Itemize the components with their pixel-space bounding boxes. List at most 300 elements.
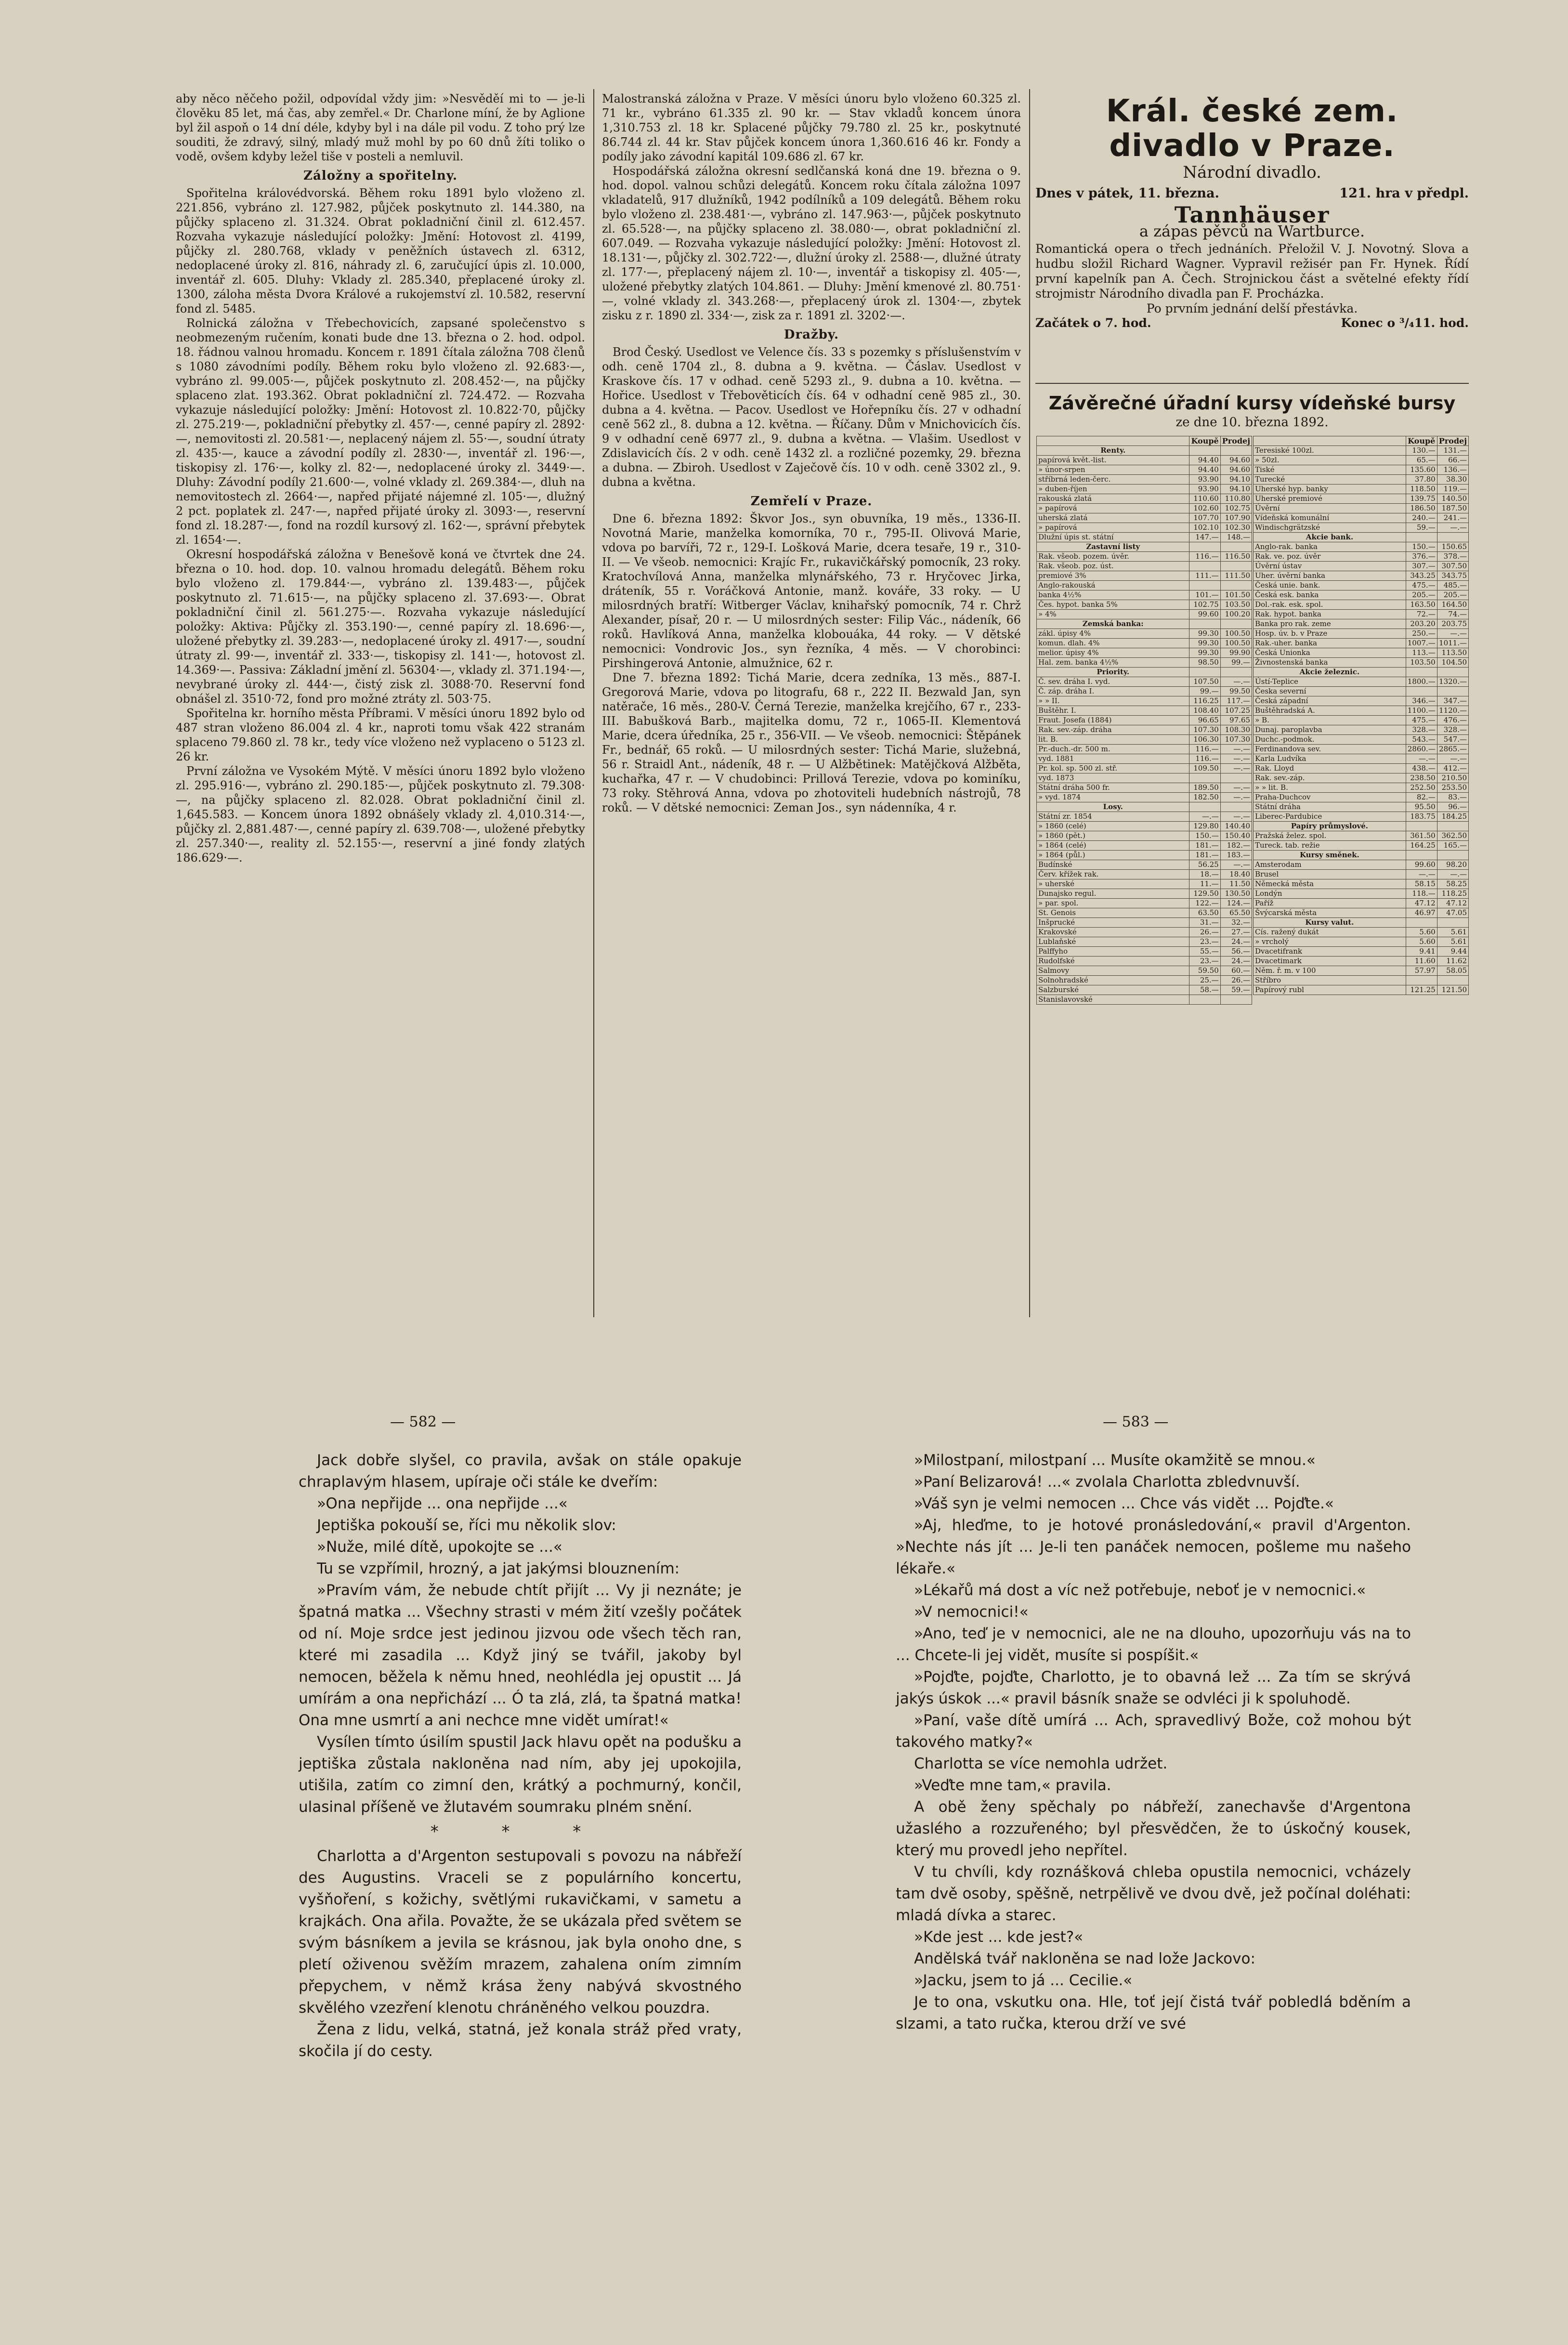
- buy-price: 99.30: [1189, 639, 1220, 648]
- buy-price: 130.—: [1406, 446, 1437, 456]
- bourse-table-right: [1253, 436, 1469, 995]
- buy-price: 58.15: [1406, 879, 1437, 889]
- buy-price: 307.—: [1406, 562, 1437, 571]
- intro-text: aby něco něčeho požil, odpovídal vždy jim: »Nesvěděí mi to — je-li člověku 85 let, má čas, aby zemřel.« Dr. Charlone míní, že by Aglione byl žil aspoň o 14 dní déle, kdyby byl i na dále pil vodu. Z toho prý lze souditi, že zdravý, silný, mladý muž mohl by po 60 dnů žíti toliko o vodě, ovšem kdyby ležel tiše v posteli a nemluvil.: [176, 92, 585, 163]
- sell-price: —.—: [1220, 754, 1252, 764]
- theatre-notice: [1035, 94, 1469, 330]
- security-name: vyd. 1873: [1037, 773, 1189, 783]
- sell-price: 11.50: [1220, 879, 1252, 889]
- section-divider: [1035, 383, 1469, 384]
- bourse-row: [1254, 831, 1469, 841]
- bourse-section-heading: Renty.: [1037, 446, 1189, 456]
- bourse-row: [1254, 639, 1469, 648]
- buy-price: 102.60: [1189, 504, 1220, 513]
- novel-paragraph: »Jacku, jsem to já ... Cecilie.«: [914, 1972, 1133, 1989]
- buy-price: 113.—: [1406, 648, 1437, 658]
- sell-price: 97.65: [1220, 716, 1252, 725]
- bourse-row: [1254, 523, 1469, 533]
- bourse-row: [1037, 465, 1252, 475]
- buy-price: [1406, 533, 1437, 542]
- bourse-row: [1254, 947, 1469, 956]
- novel-paragraph: Vysílen tímto úsilím spustil Jack hlavu opět na podušku a jeptiška zůstala nakloněna nad ním, aby jej upokojila, utišila, zatím co zimní den, krátký a pochmurný, končil, ulasinal příšeně ve žlutavém soumraku plném snění.: [299, 1733, 742, 1816]
- buy-price: [1189, 446, 1220, 456]
- buy-price: 94.40: [1189, 465, 1220, 475]
- sell-price: 164.50: [1437, 600, 1468, 610]
- buy-price: 82.—: [1406, 793, 1437, 802]
- security-name: » 1864 (půl.): [1037, 851, 1189, 860]
- security-name: Ústí-Teplice: [1254, 677, 1406, 687]
- buy-price: 59.50: [1189, 966, 1220, 976]
- sell-price: 26.—: [1220, 976, 1252, 985]
- sell-price: [1220, 542, 1252, 552]
- bourse-row: [1254, 793, 1469, 802]
- sell-price: 1011.—: [1437, 639, 1468, 648]
- bourse-section-heading: Akcie bank.: [1254, 533, 1406, 542]
- security-name: Rak. Lloyd: [1254, 764, 1406, 773]
- buy-price: 11.—: [1189, 879, 1220, 889]
- bourse-row: [1254, 485, 1469, 494]
- novel-paragraph: Žena z lidu, velká, statná, jež konala stráž před vraty, skočila jí do cesty.: [299, 2021, 742, 2060]
- bourse-row: [1254, 513, 1469, 523]
- buy-price: 116.—: [1189, 754, 1220, 764]
- bourse-section-heading: Papíry průmyslové.: [1254, 822, 1406, 831]
- sell-price: 1120.—: [1437, 706, 1468, 716]
- buy-price: 107.30: [1189, 725, 1220, 735]
- buy-price: 72.—: [1406, 610, 1437, 619]
- bourse-row: [1037, 542, 1252, 552]
- bourse-title: Závěrečné úřadní kursy vídeňské bursy: [1048, 393, 1456, 414]
- buy-price: 26.—: [1189, 928, 1220, 937]
- savings-report: Rolnická záložna v Třebechovicích, zapsané společenstvo s neobmezeným ručením, konati bude dne 13. března o 2. hod. odpol. 18. řádnou valnou hromadu. Koncem r. 1891 čítala záložna 708 členů s 1080 závodními podíly. Během roku bylo vloženo zl. 92.683·—, vybráno zl. 99.005·—, půjček poskytnuto zl. 208.452·—, na půjčky splaceno zlat. 193.362. Obrat pokladniční zl. 724.472. — Rozvaha vykazuje následující položky: Jmění: Hotovost zl. 10.822·70, půjčky zl. 275.219·—, pokladniční přebytky zl. 457·—, cenné papíry zl. 2892·—, nemovitosti zl. 20.581·—, neplacený nájem zl. 55·—, soudní útraty zl. 435·—, kauce a závodní podíly zl. 2830·—, inventář zl. 196·—, tiskopisy zl. 176·—, kolky zl. 82·—, nedoplacené úroky zl. 3449·—. Dluhy: Závodní podíly 21.600·—, volné vklady zl. 269.384·—, dluh na nemovitostech zl. 2664·—, napřed přijaté nájemné zl. 105·—, dlužný 2 pct. poplatek zl. 247·—, napřed přijaté úroky zl. 3093·—, reservní fond zl. 18.287·—, fond na rozdíl kursový zl. 162·—, správní přebytek zl. 1654·—.: [176, 316, 585, 547]
- novel-paragraph: Jeptiška pokouší se, říci mu několik slov:: [317, 1517, 616, 1534]
- bourse-row: [1254, 745, 1469, 754]
- buy-price: 118.—: [1406, 889, 1437, 899]
- sell-price: 100.50: [1220, 639, 1252, 648]
- buy-price: 475.—: [1406, 581, 1437, 590]
- bourse-row: [1254, 504, 1469, 513]
- buy-price: 1007.—: [1406, 639, 1437, 648]
- sell-price: 18.40: [1220, 870, 1252, 879]
- bourse-section-heading: Kursy směnek.: [1254, 851, 1406, 860]
- bourse-row: [1254, 494, 1469, 504]
- bourse-row: [1037, 581, 1252, 590]
- buy-price: 96.65: [1189, 716, 1220, 725]
- buy-price: [1406, 918, 1437, 928]
- sell-price: 27.—: [1220, 928, 1252, 937]
- security-name: Salmovy: [1037, 966, 1189, 976]
- security-name: Inšprucké: [1037, 918, 1189, 928]
- sell-price: 117.—: [1220, 696, 1252, 706]
- buy-price: 99.60: [1406, 860, 1437, 870]
- bourse-row: [1037, 812, 1252, 822]
- buy-price: 252.50: [1406, 783, 1437, 793]
- security-name: premiové 3%: [1037, 571, 1189, 581]
- bourse-row: [1037, 773, 1252, 783]
- sell-price: —.—: [1437, 870, 1468, 879]
- buy-price: 37.80: [1406, 475, 1437, 485]
- buy-price: 106.30: [1189, 735, 1220, 745]
- bourse-row: [1037, 841, 1252, 851]
- bourse-row: [1037, 870, 1252, 879]
- bourse-row: [1037, 610, 1252, 619]
- sell-price: [1437, 976, 1468, 985]
- security-name: Státní dráha 500 fr.: [1037, 783, 1189, 793]
- bourse-row: [1254, 696, 1469, 706]
- sell-price: 241.—: [1437, 513, 1468, 523]
- play-start: Začátek o 7. hod.: [1035, 316, 1151, 330]
- security-name: Uherské hyp. banky: [1254, 485, 1406, 494]
- bourse-row: [1254, 879, 1469, 889]
- bourse-row: [1254, 918, 1469, 928]
- play-subtitle: a zápas pěvců na Wartburce.: [1139, 222, 1365, 240]
- buy-price: 189.50: [1189, 783, 1220, 793]
- security-name: » » II.: [1037, 696, 1189, 706]
- bourse-row: [1254, 966, 1469, 976]
- buy-price: 109.50: [1189, 764, 1220, 773]
- buy-price: —.—: [1406, 870, 1437, 879]
- sell-price: [1220, 581, 1252, 590]
- buy-price: [1406, 851, 1437, 860]
- security-name: » únor-srpen: [1037, 465, 1189, 475]
- buy-price: 65.—: [1406, 456, 1437, 465]
- buy-price: 93.90: [1189, 485, 1220, 494]
- security-name: Dvacetimark: [1254, 956, 1406, 966]
- novel-paragraph: »Lékařů má dost a víc než potřebuje, neboť je v nemocnici.«: [914, 1582, 1366, 1599]
- buy-price: 18.—: [1189, 870, 1220, 879]
- bourse-section-heading: Zastavní listy: [1037, 542, 1189, 552]
- bourse-row: [1254, 725, 1469, 735]
- sell-price: 210.50: [1437, 773, 1468, 783]
- security-name: Č. záp. dráha I.: [1037, 687, 1189, 696]
- sell-price: 124.—: [1220, 899, 1252, 908]
- sell-price: 5.61: [1437, 928, 1468, 937]
- sell-price: [1220, 802, 1252, 812]
- sell-price: 183.—: [1220, 851, 1252, 860]
- sell-price: 100.50: [1220, 629, 1252, 639]
- sell-price: 113.50: [1437, 648, 1468, 658]
- security-name: zákl. úpisy 4%: [1037, 629, 1189, 639]
- bourse-row: [1254, 629, 1469, 639]
- bourse-row: [1254, 687, 1469, 696]
- bourse-row: [1254, 610, 1469, 619]
- bourse-row: [1037, 513, 1252, 523]
- buy-price: [1189, 581, 1220, 590]
- buy-price: 116.—: [1189, 745, 1220, 754]
- buy-price: 23.—: [1189, 956, 1220, 966]
- novel-paragraph: »Váš syn je velmi nemocen ... Chce vás vidět ... Pojďte.«: [914, 1495, 1334, 1512]
- bourse-row: [1254, 899, 1469, 908]
- sell-price: [1220, 668, 1252, 677]
- bourse-row: [1254, 812, 1469, 822]
- buy-price: 46.97: [1406, 908, 1437, 918]
- bourse-row: [1037, 956, 1252, 966]
- bourse-row: [1037, 793, 1252, 802]
- novel-paragraph: Andělská tvář nakloněna se nad lože Jackovo:: [914, 1950, 1255, 1967]
- novel-paragraph: Charlotta a d'Argenton sestupovali s povozu na nábřeží des Augustins. Vraceli se z populárního koncertu, vyšňoření, s kožichy, světlými rukavičkami, v sametu a krajkách. Ona ařila. Považte, že se ukázala před světem se svým básníkem a jevila se krásnou, jak byla onoho dne, s pletí oživenou svěžím mrazem, zahalena oním zimním přepychem, v němž krása ženy nabývá skvostného skvělého vzezření klenotu chráněného velkou pouzdra.: [299, 1847, 742, 2017]
- bourse-row: [1037, 831, 1252, 841]
- buy-price: 129.50: [1189, 889, 1220, 899]
- buy-price: 11.60: [1406, 956, 1437, 966]
- buy-price: 346.—: [1406, 696, 1437, 706]
- bourse-section-heading: Losy.: [1037, 802, 1189, 812]
- bourse-row: [1037, 504, 1252, 513]
- novel-paragraph: »Pravím vám, že nebude chtít přijít ... Vy ji neznáte; je špatná matka ... Všechny strasti v mém žití vzešly počátek od ní. Moje srdce jest jedinou jizvou ode všech těch ran, které mi zasadila ... Když jiný se tvářil, jakoby byl nemocen, běžela k němu hned, neohlédla jej opustit ... Já umírám a ona nepřichází ... Ó ta zlá, zlá, ta špatná matka! Ona mne usmrtí a ani nechce mne vidět umírat!«: [299, 1582, 742, 1729]
- novel-paragraph: »Pojďte, pojďte, Charlotto, je to obavná lež ... Za tím se skrývá jakýs úskok ...« pravil básník snaže se odvléci ji k spoluhodě.: [896, 1668, 1411, 1707]
- security-name: rakouská zlatá: [1037, 494, 1189, 504]
- security-name: Teresiské 100zl.: [1254, 446, 1406, 456]
- bourse-row: [1037, 590, 1252, 600]
- sell-price: 98.20: [1437, 860, 1468, 870]
- buy-price: [1406, 687, 1437, 696]
- sell-price: 24.—: [1220, 937, 1252, 947]
- security-name: Úvěrní: [1254, 504, 1406, 513]
- security-name: Banka pro rak. zeme: [1254, 619, 1406, 629]
- buy-price: [1189, 802, 1220, 812]
- buy-price: 150.—: [1406, 542, 1437, 552]
- buy-price: 5.60: [1406, 928, 1437, 937]
- security-name: Tureck. tab. režie: [1254, 841, 1406, 851]
- sell-price: 5.61: [1437, 937, 1468, 947]
- security-name: Rak. sev.-záp.: [1254, 773, 1406, 783]
- security-name: Česka severní: [1254, 687, 1406, 696]
- security-name: stříbrná leden-čerc.: [1037, 475, 1189, 485]
- bourse-row: [1037, 783, 1252, 793]
- novel-page-right: [896, 1450, 1411, 2035]
- sell-price: 59.—: [1220, 985, 1252, 995]
- sell-price: 343.75: [1437, 571, 1468, 581]
- bourse-row: [1254, 860, 1469, 870]
- bourse-row: [1037, 571, 1252, 581]
- security-name: Čes. hypot. banka 5%: [1037, 600, 1189, 610]
- bourse-row: [1037, 725, 1252, 735]
- deaths-text: Dne 7. března 1892: Tichá Marie, dcera zedníka, 13 měs., 887-I. Gregorová Marie, vdova po litografu, 68 r., 222 II. Bezwald Jan, syn natěrače, 16 měs., 280-V. Černá Terezie, manželka krejčího, 67 r., 233-III. Babušková Barb., majitelka domu, 72 r., 1065-II. Klementová Marie, dcera úředníka, 25 r., 356-VII. — Ve všeob. nemocnici: Štěpánek Fr., bednář, 65 roků. — U milosrdných sester: Tichá Marie, služebná, 56 r. Straidl Ant., nádeník, 48 r. — U Alžbětinek: Matějčková Alžběta, kuchařka, 47 r. — V chudobinci: Prillová Terezie, vdova po kominíku, 73 roky. Stěhrová Anna, vdova po zhotoviteli hudebních nástrojů, 78 roků. — V dětské nemocnici: Zeman Jos., syn nádenníka, 4 r.: [602, 671, 1021, 814]
- bourse-row: [1254, 465, 1469, 475]
- sell-price: 96.—: [1437, 802, 1468, 812]
- bourse-row: [1254, 889, 1469, 899]
- buy-price: 118.50: [1406, 485, 1437, 494]
- buy-price: 94.40: [1189, 456, 1220, 465]
- novel-page-left: [299, 1450, 742, 2062]
- bourse-row: [1037, 745, 1252, 754]
- play-title: Tannhäuser: [1174, 202, 1330, 228]
- buy-price: 93.90: [1189, 475, 1220, 485]
- buy-price: 343.25: [1406, 571, 1437, 581]
- sell-price: 102.30: [1220, 523, 1252, 533]
- security-name: Rak. sev.-záp. dráha: [1037, 725, 1189, 735]
- novel-paragraph: Tu se vzpřímil, hrozný, a jat jakýmsi blouznením:: [317, 1560, 680, 1577]
- sell-price: 165.—: [1437, 841, 1468, 851]
- buy-price: 181.—: [1189, 841, 1220, 851]
- sell-price: 110.80: [1220, 494, 1252, 504]
- sell-price: 205.—: [1437, 590, 1468, 600]
- buy-price: 129.80: [1189, 822, 1220, 831]
- bourse-row: [1254, 668, 1469, 677]
- buy-price: 47.12: [1406, 899, 1437, 908]
- sell-price: 328.—: [1437, 725, 1468, 735]
- bourse-row: [1037, 687, 1252, 696]
- bourse-row: [1037, 918, 1252, 928]
- section-break-stars: * * *: [430, 1822, 610, 1841]
- security-name: Česká západní: [1254, 696, 1406, 706]
- savings-report: Spořitelna královédvorská. Během roku 1891 bylo vloženo zl. 221.856, vybráno zl. 127.982, půjček poskytnuto zl. 144.380, na půjčky splaceno zl. 31.324. Obrat pokladniční činil zl. 612.457. Rozvaha vykazuje následující položky: Jmění: Hotovost zl. 4199, půjčky zl. 280.768, vklady v peněžních ústavech zl. 6312, nedoplacené úroky zl. 816, náhrady zl. 6, zaručující úpis zl. 10.000, inventář zl. 605. Dluhy: Vklady zl. 285.340, přeplacené úroky zl. 1300, záloha města Dvora Králové a rukojemství zl. 10.582, reservní fond zl. 5485.: [176, 186, 585, 315]
- sell-price: 101.50: [1220, 590, 1252, 600]
- bourse-row: [1254, 533, 1469, 542]
- bourse-row: [1254, 928, 1469, 937]
- savings-report: Malostranská záložna v Praze. V měsíci únoru bylo vloženo 60.325 zl. 71 kr., vybráno 61.335 zl. 90 kr. — Stav vkladů koncem února 1,310.753 zl. 18 kr. Splacené půjčky 79.780 zl. 25 kr., poskytnuté 86.744 zl. 44 kr. Stav půjček koncem února 1,360.616 46 kr. Fondy a podíly jako závodní kapitál 109.686 zl. 67 kr.: [602, 92, 1021, 163]
- security-name: » 50zl.: [1254, 456, 1406, 465]
- sell-price: —.—: [1437, 523, 1468, 533]
- auctions-text: Brod Český. Usedlost ve Velence čís. 33 s pozemky s příslušenstvím v odh. ceně 1704 zl., 8. dubna a 9. května. — Čáslav. Usedlost v Kraskove čís. 17 v odhad. ceně 5293 zl., 9. dubna a 10. května. — Hořice. Usedlost v Třebověticích čís. 64 v odhadní ceně 985 zl., 30. dubna a 4. května. — Pacov. Usedlost ve Hořepníku čís. 27 v odhadní ceně 562 zl., 8. dubna a 12. května. — Říčany. Dům v Mnichovicích čís. 9 v odhadní ceně 6977 zl., 9. dubna a května. — Vlašim. Usedlost v Zdislavicích čís. 2 v odh. ceně 1432 zl. a rozličné pozemky, 29. března a dubna. — Zbiroh. Usedlost v Zaječově čís. 10 v odh. ceně 3302 zl., 9. dubna a května.: [602, 345, 1021, 489]
- bourse-row: [1037, 754, 1252, 764]
- sell-price: 476.—: [1437, 716, 1468, 725]
- bourse-row: [1254, 802, 1469, 812]
- novel-paragraph: Charlotta se více nemohla udržet.: [914, 1755, 1168, 1772]
- sell-price: 130.50: [1220, 889, 1252, 899]
- security-name: Rak. ve. poz. úvěr: [1254, 552, 1406, 562]
- bourse-section-heading: Zemská banka:: [1037, 619, 1189, 629]
- column-savings: [176, 92, 585, 865]
- sell-price: 203.75: [1437, 619, 1468, 629]
- security-name: Německá města: [1254, 879, 1406, 889]
- bourse-row: [1254, 908, 1469, 918]
- security-name: » duben-říjen: [1037, 485, 1189, 494]
- bourse-row: [1037, 533, 1252, 542]
- buy-price: —.—: [1189, 812, 1220, 822]
- bourse-row: [1254, 716, 1469, 725]
- bourse-row: [1037, 985, 1252, 995]
- sell-price: 182.—: [1220, 841, 1252, 851]
- sell-price: 100.20: [1220, 610, 1252, 619]
- novel-paragraph: »Ona nepřijde ... ona nepřijde ...«: [317, 1495, 568, 1512]
- column-divider: [593, 89, 594, 1317]
- bourse-header-blank: [1254, 436, 1406, 446]
- security-name: Úvěrní ústav: [1254, 562, 1406, 571]
- bourse-row: [1037, 908, 1252, 918]
- bourse-row: [1037, 562, 1252, 571]
- sell-price: 347.—: [1437, 696, 1468, 706]
- security-name: Praha-Duchcov: [1254, 793, 1406, 802]
- buy-price: 116.25: [1189, 696, 1220, 706]
- bourse-row: [1254, 773, 1469, 783]
- bourse-row: [1254, 822, 1469, 831]
- sell-price: 83.—: [1437, 793, 1468, 802]
- sell-price: —.—: [1437, 754, 1468, 764]
- security-name: Buštěhradská A.: [1254, 706, 1406, 716]
- bourse-row: [1037, 937, 1252, 947]
- buy-price: 25.—: [1189, 976, 1220, 985]
- bourse-row: [1037, 966, 1252, 976]
- bourse-row: [1037, 860, 1252, 870]
- buy-price: 58.—: [1189, 985, 1220, 995]
- buy-price: 23.—: [1189, 937, 1220, 947]
- sell-price: [1437, 687, 1468, 696]
- security-name: Krakovské: [1037, 928, 1189, 937]
- buy-price: 99.30: [1189, 648, 1220, 658]
- play-pause: Po prvním jednání delší přestávka.: [1146, 301, 1358, 315]
- buy-price: 59.—: [1406, 523, 1437, 533]
- security-name: Česká esk. banka: [1254, 590, 1406, 600]
- bourse-row: [1037, 648, 1252, 658]
- bourse-row: [1254, 937, 1469, 947]
- buy-price: 110.60: [1189, 494, 1220, 504]
- security-name: Tiské: [1254, 465, 1406, 475]
- buy-price: 102.10: [1189, 523, 1220, 533]
- buy-price: 121.25: [1406, 985, 1437, 995]
- sell-price: 150.40: [1220, 831, 1252, 841]
- performance-number: 121. hra v předpl.: [1339, 186, 1469, 201]
- sell-price: 253.50: [1437, 783, 1468, 793]
- buy-price: 328.—: [1406, 725, 1437, 735]
- security-name: Windischgrätzské: [1254, 523, 1406, 533]
- bourse-row: [1254, 870, 1469, 879]
- sell-price: 24.—: [1220, 956, 1252, 966]
- bourse-date: ze dne 10. března 1892.: [1176, 415, 1329, 430]
- buy-price: —.—: [1406, 754, 1437, 764]
- sell-price: —.—: [1220, 793, 1252, 802]
- sell-price: 32.—: [1220, 918, 1252, 928]
- sell-price: 184.25: [1437, 812, 1468, 822]
- security-name: Dvacetifrank: [1254, 947, 1406, 956]
- security-name: Rak. hypot. banka: [1254, 610, 1406, 619]
- bourse-row: [1037, 899, 1252, 908]
- sell-price: 104.50: [1437, 658, 1468, 668]
- sell-price: [1437, 668, 1468, 677]
- security-name: uherská zlatá: [1037, 513, 1189, 523]
- bourse-row: [1254, 571, 1469, 581]
- buy-price: 31.—: [1189, 918, 1220, 928]
- sell-price: 58.05: [1437, 966, 1468, 976]
- sell-price: 9.44: [1437, 947, 1468, 956]
- buy-price: 9.41: [1406, 947, 1437, 956]
- security-name: Pražská želez. spol.: [1254, 831, 1406, 841]
- bourse-row: [1037, 706, 1252, 716]
- sell-price: —.—: [1220, 783, 1252, 793]
- security-name: Lublaňské: [1037, 937, 1189, 947]
- sell-price: [1220, 995, 1252, 1005]
- buy-price: [1406, 822, 1437, 831]
- buy-price: [1406, 976, 1437, 985]
- sell-price: 116.50: [1220, 552, 1252, 562]
- buy-price: 99.30: [1189, 629, 1220, 639]
- buy-price: [1189, 542, 1220, 552]
- sell-price: 94.60: [1220, 465, 1252, 475]
- sell-price: 131.—: [1437, 446, 1468, 456]
- buy-price: 183.75: [1406, 812, 1437, 822]
- buy-price: 181.—: [1189, 851, 1220, 860]
- sell-price: 103.50: [1220, 600, 1252, 610]
- buy-price: 1100.—: [1406, 706, 1437, 716]
- novel-paragraph: »V nemocnici!«: [914, 1603, 1029, 1621]
- sell-price: 107.25: [1220, 706, 1252, 716]
- security-name: Anglo-rak. banka: [1254, 542, 1406, 552]
- bourse-row: [1254, 841, 1469, 851]
- buy-price: [1189, 668, 1220, 677]
- sell-price: 38.30: [1437, 475, 1468, 485]
- sell-price: 102.75: [1220, 504, 1252, 513]
- bourse-row: [1037, 552, 1252, 562]
- security-name: Česká Unionka: [1254, 648, 1406, 658]
- buy-price: 376.—: [1406, 552, 1437, 562]
- buy-price: 203.20: [1406, 619, 1437, 629]
- bourse-header-buy: Koupě: [1406, 436, 1437, 446]
- sell-price: 74.—: [1437, 610, 1468, 619]
- buy-price: 186.50: [1406, 504, 1437, 513]
- bourse-row: [1254, 706, 1469, 716]
- sell-price: 485.—: [1437, 581, 1468, 590]
- security-name: Duchc.-podmok.: [1254, 735, 1406, 745]
- sell-price: [1437, 918, 1468, 928]
- bourse-row: [1037, 619, 1252, 629]
